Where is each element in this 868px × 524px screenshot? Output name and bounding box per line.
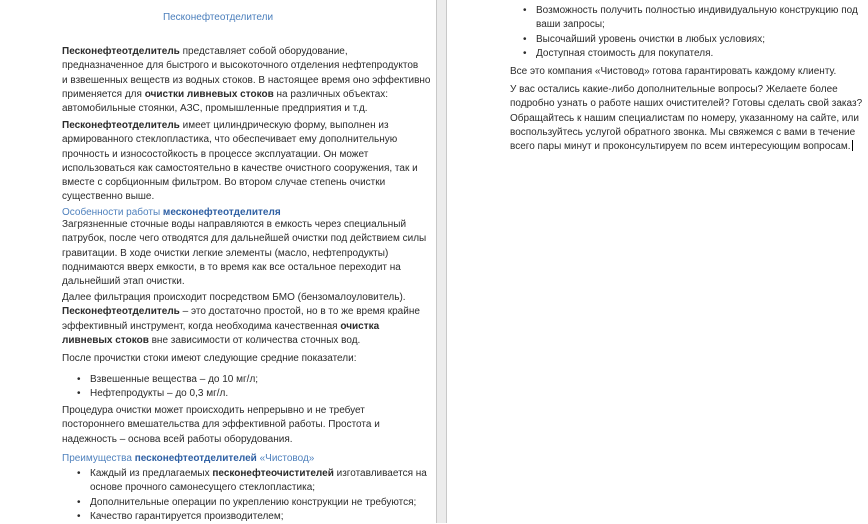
text-run: вне зависимости от количества сточных вод. [148, 334, 361, 346]
text-line [62, 320, 420, 334]
text-line [62, 176, 418, 190]
text-line [510, 140, 862, 154]
text-line [62, 102, 430, 116]
text-line [62, 291, 420, 305]
text-run: – это достаточно простой, но в то же время крайне [179, 306, 420, 318]
bullet-icon: • [77, 388, 81, 400]
page-separator [436, 0, 447, 523]
text-run: Каждый из предлагаемых [90, 468, 213, 479]
text-run: предназначенное для быстрого и высокоточного отделения нефтепродуктов [62, 60, 419, 72]
text-run: У вас остались какие-либо дополнительные вопросы? Желаете более [510, 84, 838, 95]
text-cursor [852, 140, 853, 151]
text-run: Преимущества [62, 453, 135, 464]
text-run: и взвешенных веществ из водных стоков. В настоящее время оно эффективно [62, 74, 431, 86]
text-run: Доступная стоимость для покупателя. [536, 47, 714, 59]
bullet-icon: • [523, 47, 527, 59]
text-line [510, 97, 862, 111]
text-run: основе прочного самонесущего стеклопластика; [90, 482, 316, 494]
paragraph-indicators-intro[interactable] [62, 352, 356, 366]
text-run: прочность и износостойкость в процессе эксплуатации. Он может [62, 148, 369, 160]
text-run: Нефтепродукты – до 0,3 мг/л. [90, 388, 229, 400]
text-run: представляет собой оборудование, [179, 46, 348, 57]
text-run: применяется для [62, 88, 145, 100]
text-line [62, 190, 418, 204]
bold-text: песконефтеотделителей [134, 453, 257, 464]
text-run: имеет цилиндрическую форму, выполнен из [179, 120, 389, 131]
list-item-line [77, 510, 427, 524]
text-line [510, 83, 862, 97]
list-item-line [77, 387, 258, 401]
text-run: надежность – основа всей работы оборудования. [62, 433, 293, 445]
text-line [62, 232, 426, 246]
list-item-line [77, 467, 427, 481]
text-line [62, 261, 426, 275]
bold-text: Песконефтеотделитель [62, 306, 180, 318]
text-line [62, 133, 418, 147]
bold-text: Песконефтеотделитель [62, 120, 180, 131]
text-run: постороннего вмешательства для эффективной работы. Простота и [62, 419, 380, 431]
text-run: патрубок, после чего отводятся для дальнейшей очистки под действием силы [62, 233, 427, 245]
text-run: подробно узнать о работе наших очистителей? Готовы сделать свой заказ? [510, 98, 863, 110]
list-advantages[interactable] [77, 467, 427, 524]
heading-advantages[interactable] [62, 452, 314, 466]
document-page-2[interactable] [447, 0, 868, 523]
text-run: Все это компания «Чистовод» готова гарантировать каждому клиенту. [510, 66, 837, 77]
text-run: Дополнительные операции по укреплению конструкции не требуются; [90, 496, 417, 508]
text-run: «Чистовод» [256, 453, 315, 464]
text-line [62, 88, 430, 102]
bullet-icon: • [77, 496, 81, 508]
text-run: После прочистки стоки имеют следующие средние показатели: [62, 353, 357, 364]
text-run: Особенности работы [62, 207, 163, 218]
paragraph-contact[interactable] [510, 83, 862, 154]
paragraph-guarantee[interactable] [510, 65, 836, 79]
text-run: использоваться как самостоятельно в качестве очистного сооружения, так и [62, 162, 418, 174]
text-run: гравитации. В ходе очистки легкие элементы (масло, нефтепродукты) [62, 247, 389, 259]
bold-text: месконефтеотделителя [162, 207, 281, 218]
list-item-line [523, 33, 858, 47]
text-run: эффективный инструмент, когда необходима качественная [62, 320, 341, 332]
text-line [510, 65, 836, 79]
text-line [62, 162, 418, 176]
bold-text: ливневых стоков [62, 334, 149, 346]
text-line [62, 218, 426, 232]
text-line [62, 305, 420, 319]
text-run: дальнейший этап очистки. [62, 276, 185, 288]
text-line [62, 404, 380, 418]
bullet-icon: • [523, 33, 527, 45]
text-line [62, 45, 430, 59]
text-line [510, 126, 862, 140]
text-run: Взвешенные вещества – до 10 мг/л; [90, 374, 259, 385]
bold-text: песконефтеочистителей [212, 468, 334, 479]
text-run: Обращайтесь к нашим специалистам по номеру, указанному на сайте, или [510, 112, 859, 124]
bold-text: очистка [340, 320, 380, 332]
text-line [62, 352, 356, 366]
text-line [62, 148, 418, 162]
document-title: Песконефтеотделители [162, 12, 274, 23]
text-run: Высочайший уровень очистки в любых условиях; [536, 33, 765, 45]
text-run: изготавливается на [333, 468, 427, 479]
list-item-line [523, 47, 858, 61]
paragraph-filtration[interactable] [62, 291, 420, 348]
text-run: всего пары минут и проконсультируем по всем интересующим вопросам. [510, 141, 851, 153]
text-run: существенно выше. [62, 191, 155, 203]
list-item-line [90, 481, 427, 495]
bullet-icon: • [523, 5, 527, 16]
text-run: Процедура очистки может происходить непрерывно и не требует [62, 405, 365, 416]
paragraph-procedure[interactable] [62, 404, 380, 447]
text-run: вместе с сорбционным фильтром. Во втором случае степень очистки [62, 177, 386, 189]
text-run: ваши запросы; [536, 19, 605, 31]
text-run: Загрязненные сточные воды направляются в емкость через специальный [62, 219, 407, 230]
text-line [62, 74, 430, 88]
text-line [62, 452, 314, 466]
text-run: воспользуйтесь услугой обратного звонка. Мы свяжемся с вами в течение [510, 126, 856, 138]
text-line [62, 119, 418, 133]
list-item-line [77, 373, 259, 387]
text-run: поднимаются вверх емкости, в то время как все остальное переходит на [62, 261, 401, 273]
text-line [62, 247, 426, 261]
text-line [62, 334, 420, 348]
bullet-icon: • [77, 374, 81, 385]
bold-text: очистки ливневых стоков [144, 88, 274, 100]
paragraph-intro[interactable] [62, 45, 430, 116]
text-line [62, 418, 380, 432]
text-run: автомобильные стоянки, АЗС, промышленные предприятия и т.д. [62, 103, 368, 115]
text-run: Качество гарантируется производителем; [90, 510, 284, 522]
paragraph-process[interactable] [62, 218, 426, 289]
bold-text: Песконефтеотделитель [62, 46, 180, 57]
text-run: на различных объектах: [273, 88, 389, 100]
text-line [510, 112, 862, 126]
paragraph-construction[interactable] [62, 119, 418, 205]
text-run: Возможность получить полностью индивидуальную конструкцию под [536, 5, 858, 16]
text-line [62, 275, 426, 289]
text-run: Далее фильтрация происходит посредством БМО (бензомалоуловитель). [62, 292, 406, 303]
text-run: армированного стеклопластика, что обеспечивает ему дополнительную [62, 134, 398, 146]
bullet-icon: • [77, 510, 81, 522]
list-indicators[interactable] [77, 373, 259, 402]
list-item-line [523, 4, 858, 18]
list-advantages-continued[interactable] [523, 4, 858, 61]
bullet-icon: • [77, 468, 81, 479]
text-line [62, 433, 380, 447]
list-item-line [536, 18, 858, 32]
text-line [62, 59, 430, 73]
list-item-line [77, 496, 427, 510]
